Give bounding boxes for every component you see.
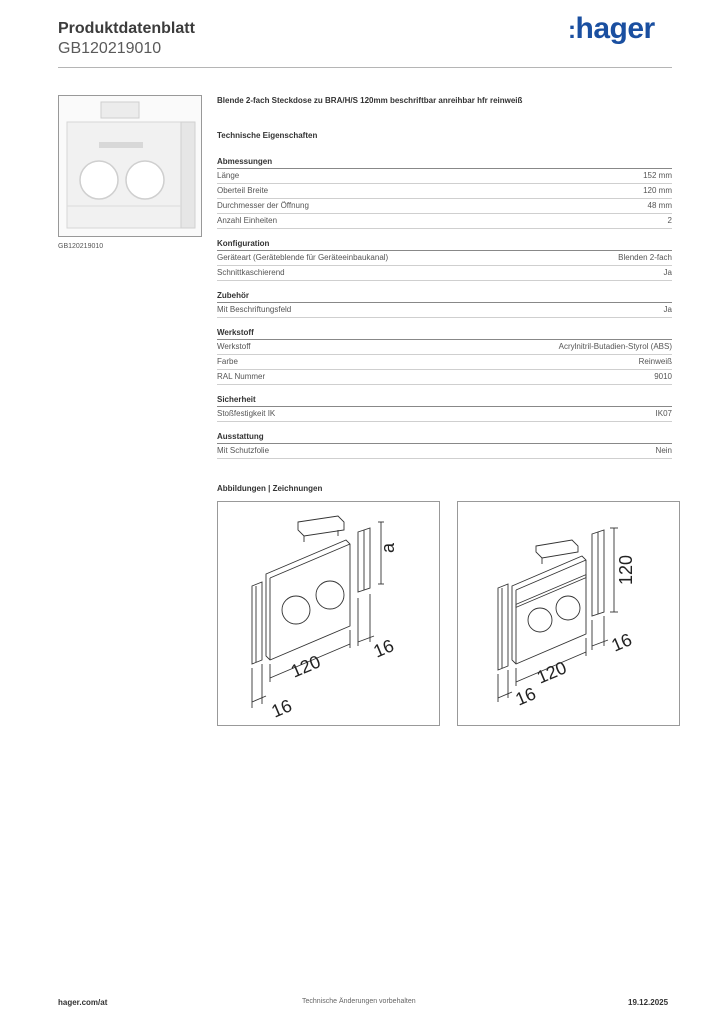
footer-website-link[interactable]: hager.com/at	[58, 998, 108, 1007]
header-divider	[58, 67, 672, 68]
section-dimensions	[217, 156, 672, 229]
page-title: Produktdatenblatt	[58, 20, 195, 37]
drawing-1-illustration	[218, 502, 439, 725]
section-title: Konfiguration	[217, 238, 672, 251]
spec-value: Reinweiß	[638, 357, 672, 366]
spec-value: Ja	[663, 268, 672, 277]
spec-label: Mit Schutzfolie	[217, 446, 270, 455]
spec-row	[217, 407, 672, 422]
spec-label: Schnittkaschierend	[217, 268, 285, 277]
spec-row	[217, 199, 672, 214]
spec-label: RAL Nummer	[217, 372, 266, 381]
section-configuration	[217, 238, 672, 281]
spec-row	[217, 355, 672, 370]
spec-label: Werkstoff	[217, 342, 251, 351]
dimension-depth-label: 16	[608, 629, 635, 656]
dimension-width-label: 120	[287, 651, 324, 682]
section-title: Werkstoff	[217, 327, 672, 340]
product-image-caption: GB120219010	[58, 243, 104, 250]
product-code: GB120219010	[58, 40, 162, 57]
spec-row	[217, 251, 672, 266]
spec-row	[217, 266, 672, 281]
spec-value: Nein	[655, 446, 672, 455]
section-accessories	[217, 290, 672, 318]
spec-value: IK07	[655, 409, 672, 418]
spec-value: 2	[667, 216, 672, 225]
specifications	[217, 156, 672, 468]
dimension-side-label: 16	[512, 683, 539, 710]
dimension-side-label: 16	[268, 695, 295, 722]
product-illustration	[59, 96, 201, 236]
spec-row	[217, 340, 672, 355]
section-equipment	[217, 431, 672, 459]
footer-disclaimer: Technische Änderungen vorbehalten	[302, 998, 416, 1005]
drawing-2-illustration	[458, 502, 679, 725]
spec-row	[217, 214, 672, 229]
spec-row	[217, 184, 672, 199]
product-image	[58, 95, 202, 237]
section-title: Zubehör	[217, 290, 672, 303]
dimension-a-label: a	[378, 542, 398, 554]
brand-logo: :hager	[568, 12, 655, 45]
spec-row	[217, 370, 672, 385]
brand-name: hager	[575, 12, 655, 45]
spec-row	[217, 169, 672, 184]
section-title: Abmessungen	[217, 156, 672, 169]
drawings-heading: Abbildungen | Zeichnungen	[217, 484, 323, 493]
spec-label: Oberteil Breite	[217, 186, 269, 195]
spec-value: Blenden 2-fach	[618, 253, 672, 262]
product-description: Blende 2-fach Steckdose zu BRA/H/S 120mm beschriftbar anreihbar hfr reinweiß	[217, 96, 523, 105]
section-material	[217, 327, 672, 385]
spec-label: Stoßfestigkeit IK	[217, 409, 276, 418]
technical-drawing-1	[217, 501, 440, 726]
section-title: Ausstattung	[217, 431, 672, 444]
spec-value: 152 mm	[643, 171, 672, 180]
spec-label: Geräteart (Geräteblende für Geräteeinbaukanal)	[217, 253, 389, 262]
spec-value: 9010	[654, 372, 672, 381]
footer-date: 19.12.2025	[628, 998, 669, 1007]
spec-label: Durchmesser der Öffnung	[217, 201, 309, 210]
technical-properties-heading: Technische Eigenschaften	[217, 131, 318, 140]
dimension-depth-label: 16	[370, 635, 397, 662]
spec-label: Anzahl Einheiten	[217, 216, 278, 225]
dimension-height-label: 120	[616, 554, 636, 586]
spec-label: Länge	[217, 171, 240, 180]
section-safety	[217, 394, 672, 422]
section-title: Sicherheit	[217, 394, 672, 407]
spec-value: 120 mm	[643, 186, 672, 195]
spec-label: Farbe	[217, 357, 238, 366]
spec-value: Acrylnitril-Butadien-Styrol (ABS)	[558, 342, 672, 351]
technical-drawing-2	[457, 501, 680, 726]
spec-value: Ja	[663, 305, 672, 314]
spec-label: Mit Beschriftungsfeld	[217, 305, 292, 314]
spec-value: 48 mm	[647, 201, 672, 210]
spec-row	[217, 303, 672, 318]
spec-row	[217, 444, 672, 459]
dimension-width-label: 120	[533, 657, 570, 688]
